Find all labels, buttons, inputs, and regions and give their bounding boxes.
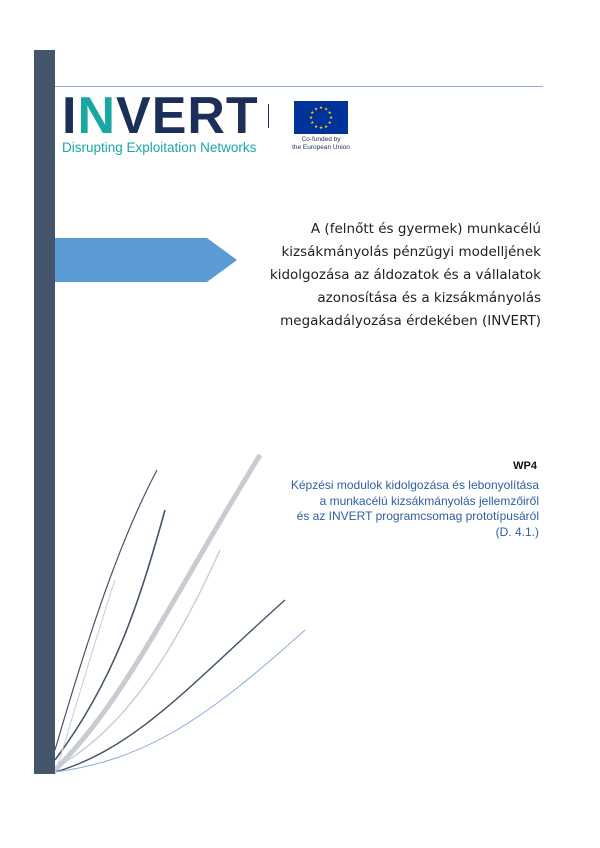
logo-wordmark-accent: N	[77, 87, 117, 145]
title-line: kidolgozása az áldozatok és a vállalatok	[269, 267, 541, 283]
arrow-banner	[55, 238, 237, 282]
logo-tagline: Disrupting Exploitation Networks	[62, 140, 257, 155]
eu-star-icon: ★	[310, 121, 315, 127]
logo-wordmark-suffix: VERT	[116, 87, 259, 145]
eu-star-icon: ★	[310, 111, 315, 117]
arrow-shape	[55, 238, 237, 282]
eu-star-icon: ★	[313, 107, 319, 113]
title-line: kizsákmányolás pénzügyi modelljének	[281, 244, 541, 260]
eu-caption-line-2: the European Union	[292, 143, 350, 151]
eu-cofunded-caption	[289, 136, 353, 151]
eu-star-icon: ★	[323, 107, 329, 113]
eu-star-icon: ★	[328, 116, 334, 122]
eu-star-icon: ★	[327, 111, 332, 117]
title-line: A (felnőtt és gyermek) munkacélú	[310, 221, 541, 237]
eu-star-icon: ★	[313, 124, 319, 130]
eu-caption-line-1: Co-funded by	[301, 136, 341, 143]
decorative-swirl-lines	[55, 450, 315, 774]
subtitle-line: Képzési modulok kidolgozása és lebonyolítása	[290, 478, 539, 492]
logo-wordmark-prefix: I	[62, 87, 78, 145]
eu-star-icon: ★	[318, 106, 324, 112]
swirl-line	[55, 600, 285, 772]
logo-separator	[268, 104, 269, 128]
invert-logo	[62, 87, 259, 155]
eu-star-icon: ★	[327, 121, 332, 127]
eu-star-icon: ★	[323, 124, 329, 130]
subtitle-line: és az INVERT programcsomag prototípusáról	[296, 509, 539, 523]
logo-wordmark	[62, 87, 259, 145]
swirl-line	[55, 455, 260, 770]
eu-star-icon: ★	[318, 126, 324, 132]
eu-star-icon: ★	[308, 116, 314, 122]
eu-flag-icon	[294, 101, 348, 134]
subtitle-line: a munkacélú kizsákmányolás jellemzőiről	[319, 493, 539, 508]
subtitle-line: (D. 4.1.)	[495, 524, 539, 539]
title-line: azonosítása és a kizsákmányolás	[317, 290, 541, 306]
side-bar	[34, 50, 55, 774]
document-title	[245, 218, 541, 333]
title-line: megakadályozása érdekében (INVERT)	[280, 313, 541, 329]
work-package-label: WP4	[513, 460, 537, 472]
